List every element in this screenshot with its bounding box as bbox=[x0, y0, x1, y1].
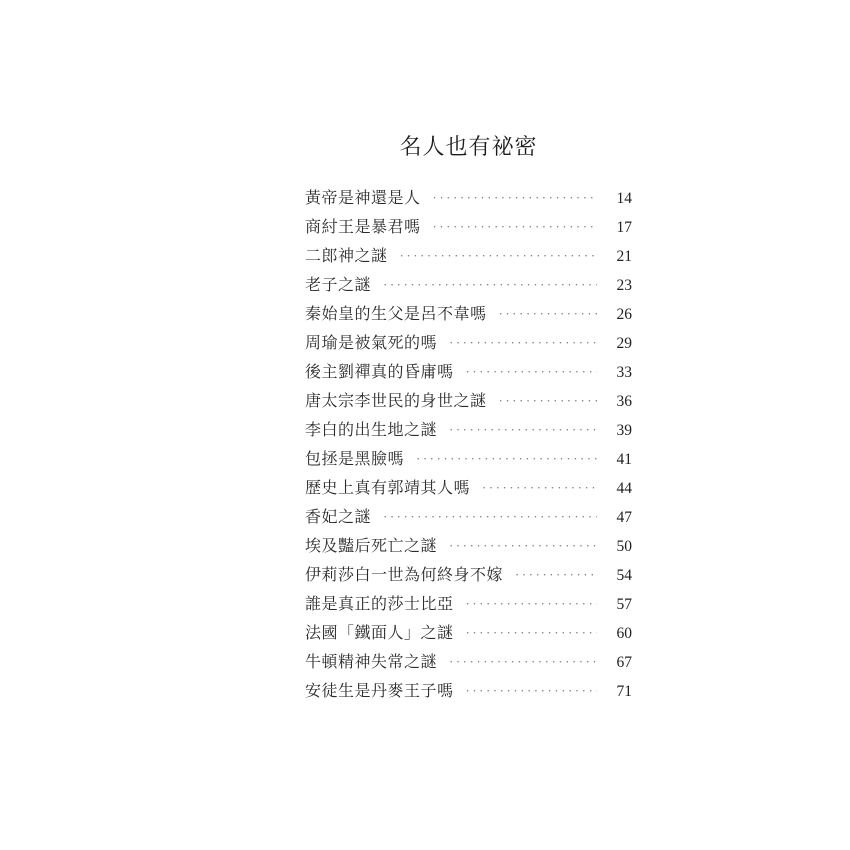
toc-entry-title: 誰是真正的莎士比亞 bbox=[305, 596, 454, 613]
toc-entry-page: 60 bbox=[616, 625, 632, 642]
toc-entry-page: 21 bbox=[616, 248, 632, 265]
toc-entry-title: 二郎神之謎 bbox=[305, 248, 388, 265]
dot-leader bbox=[499, 386, 597, 415]
toc-entry bbox=[305, 648, 632, 677]
dot-leader bbox=[433, 212, 597, 241]
dot-leader bbox=[383, 502, 597, 531]
toc-entry-page: 39 bbox=[616, 422, 632, 439]
page-title: 名人也有祕密 bbox=[399, 134, 538, 159]
toc-entry-title: 商紂王是暴君嗎 bbox=[305, 219, 421, 236]
toc-entry-title: 李白的出生地之謎 bbox=[305, 422, 438, 439]
toc-entry-page: 44 bbox=[616, 480, 632, 497]
dot-leader bbox=[499, 299, 597, 328]
toc-entry-title: 法國「鐵面人」之謎 bbox=[305, 625, 454, 642]
toc-entry-page: 23 bbox=[616, 277, 632, 294]
toc-entry-page: 17 bbox=[616, 219, 632, 236]
dot-leader bbox=[466, 589, 597, 618]
toc-entry bbox=[305, 474, 632, 503]
toc-entry bbox=[305, 242, 632, 271]
toc-entry-page: 14 bbox=[616, 190, 632, 207]
toc-entry-title: 老子之謎 bbox=[305, 277, 372, 294]
toc-entry bbox=[305, 271, 632, 300]
toc-entry-title: 安徒生是丹麥王子嗎 bbox=[305, 683, 454, 700]
dot-leader bbox=[449, 531, 597, 560]
toc-entry-title: 黃帝是神還是人 bbox=[305, 190, 421, 207]
toc-entry-page: 26 bbox=[616, 306, 632, 323]
toc-entry bbox=[305, 677, 632, 706]
dot-leader bbox=[482, 473, 597, 502]
toc-entry bbox=[305, 184, 632, 213]
toc-entry-title: 伊莉莎白一世為何終身不嫁 bbox=[305, 567, 504, 584]
toc-entry-page: 71 bbox=[616, 683, 632, 700]
toc-entry bbox=[305, 532, 632, 561]
dot-leader bbox=[515, 560, 597, 589]
dot-leader bbox=[449, 647, 597, 676]
toc-entry-title: 香妃之謎 bbox=[305, 509, 372, 526]
toc-entry-title: 後主劉禪真的昏庸嗎 bbox=[305, 364, 454, 381]
toc-entry-page: 29 bbox=[616, 335, 632, 352]
toc-entry-title: 秦始皇的生父是呂不韋嗎 bbox=[305, 306, 487, 323]
toc-entry bbox=[305, 213, 632, 242]
toc-entry bbox=[305, 619, 632, 648]
toc-entry-page: 50 bbox=[616, 538, 632, 555]
toc-content bbox=[305, 134, 632, 706]
toc-entry bbox=[305, 387, 632, 416]
toc-entry bbox=[305, 300, 632, 329]
toc-entry-page: 54 bbox=[616, 567, 632, 584]
toc-entry-title: 牛頓精神失常之謎 bbox=[305, 654, 438, 671]
dot-leader bbox=[416, 444, 597, 473]
dot-leader bbox=[433, 183, 597, 212]
toc-entry-page: 33 bbox=[616, 364, 632, 381]
toc-entry bbox=[305, 445, 632, 474]
toc-entry bbox=[305, 329, 632, 358]
toc-entry-page: 41 bbox=[616, 451, 632, 468]
toc-entry-page: 57 bbox=[616, 596, 632, 613]
toc-entry bbox=[305, 590, 632, 619]
dot-leader bbox=[449, 328, 597, 357]
toc-entry-page: 67 bbox=[616, 654, 632, 671]
toc-entry bbox=[305, 503, 632, 532]
dot-leader bbox=[383, 270, 597, 299]
dot-leader bbox=[466, 357, 597, 386]
dot-leader bbox=[449, 415, 597, 444]
toc-entry-title: 唐太宗李世民的身世之謎 bbox=[305, 393, 487, 410]
dot-leader bbox=[466, 618, 597, 647]
dot-leader bbox=[466, 676, 597, 705]
dot-leader bbox=[400, 241, 597, 270]
toc-entry-title: 歷史上真有郭靖其人嗎 bbox=[305, 480, 471, 497]
toc-entry-page: 47 bbox=[616, 509, 632, 526]
toc-entry-title: 埃及豔后死亡之謎 bbox=[305, 538, 438, 555]
toc-entry bbox=[305, 561, 632, 590]
toc-entry-title: 周瑜是被氣死的嗎 bbox=[305, 335, 438, 352]
toc-entry bbox=[305, 358, 632, 387]
toc-entry-title: 包拯是黑臉嗎 bbox=[305, 451, 405, 468]
toc-entry-page: 36 bbox=[616, 393, 632, 410]
toc-list bbox=[305, 184, 632, 706]
toc-entry bbox=[305, 416, 632, 445]
